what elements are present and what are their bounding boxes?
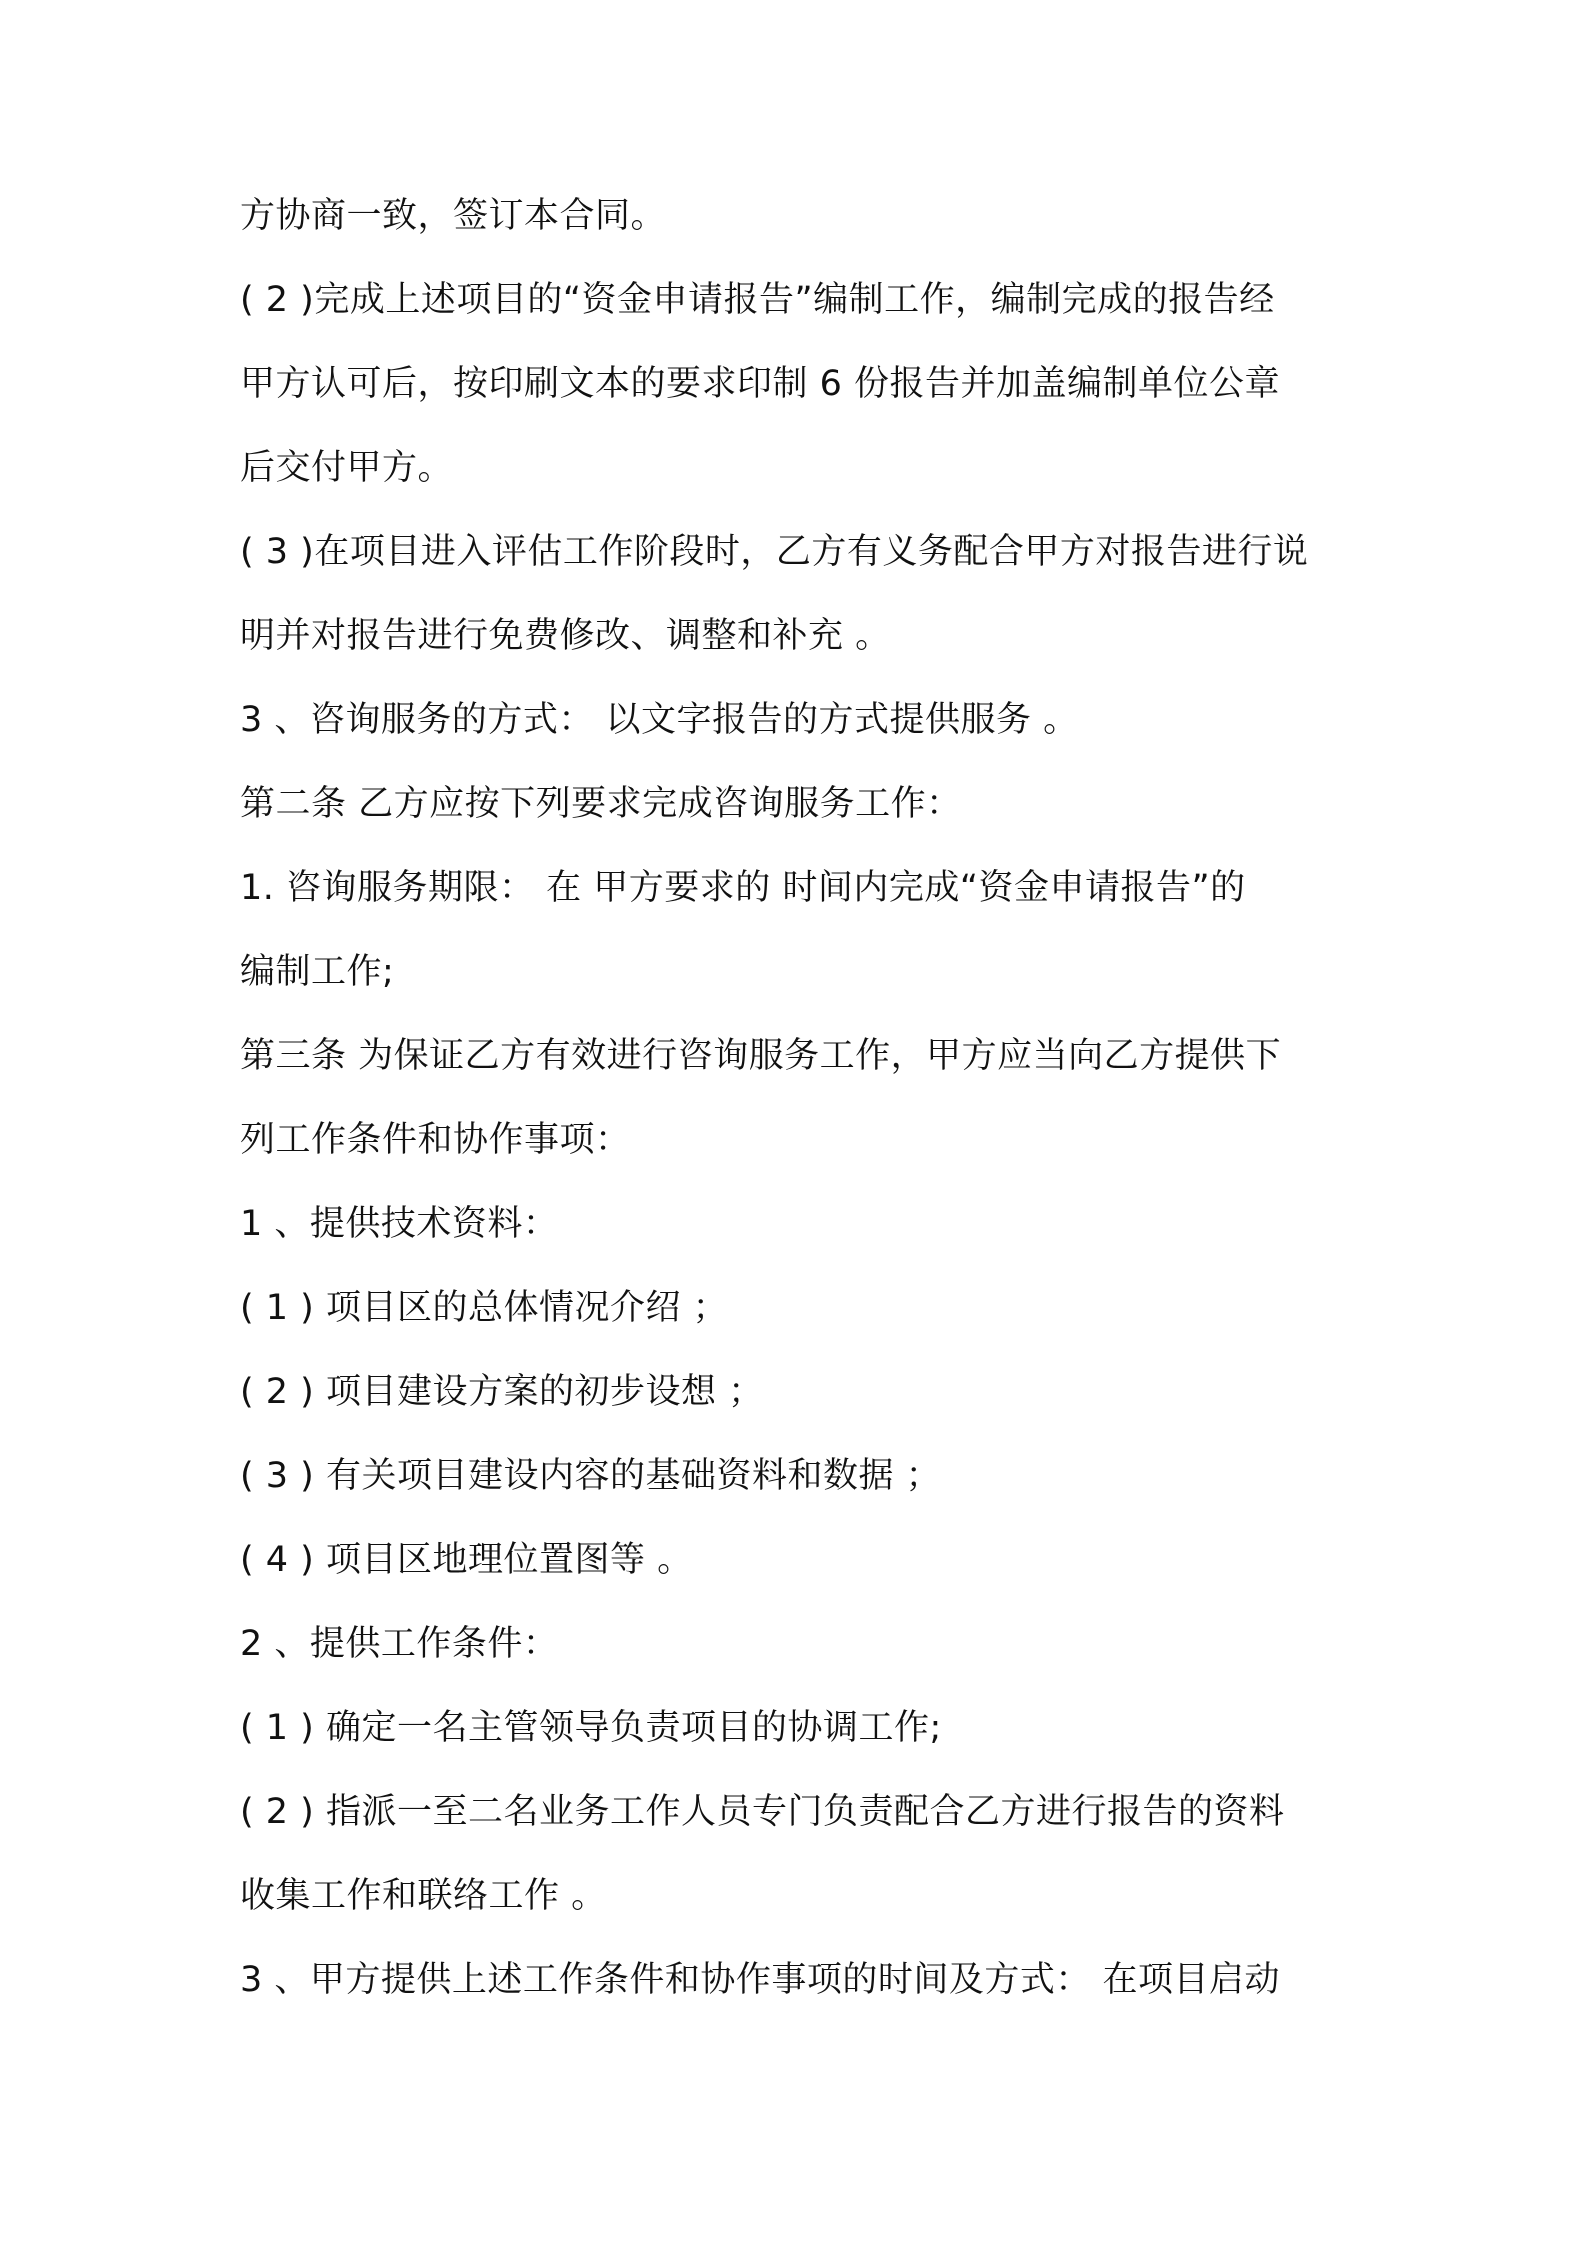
- text-line-5: ( 3 )在项目进入评估工作阶段时，乙方有义务配合甲方对报告进行说: [240, 532, 1309, 572]
- text-line-2: ( 2 )完成上述项目的“资金申请报告”编制工作，编制完成的报告经: [240, 280, 1275, 320]
- text-line-1: 方协商一致，签订本合同。: [240, 196, 667, 236]
- document-body: [240, 195, 1360, 2043]
- text-line-18: 2 、提供工作条件：: [240, 1624, 559, 1664]
- text-line-21: 收集工作和联络工作 。: [240, 1876, 607, 1916]
- text-line-6: 明并对报告进行免费修改、调整和补充 。: [240, 616, 891, 656]
- text-line-4: 后交付甲方。: [240, 448, 454, 488]
- list-item-5: ( 1 ) 确定一名主管领导负责项目的协调工作;: [240, 1708, 942, 1748]
- text-line-12: 列工作条件和协作事项：: [240, 1120, 631, 1160]
- article-3-heading: 第三条 为保证乙方有效进行咨询服务工作，甲方应当向乙方提供下: [240, 1036, 1282, 1076]
- list-item-4: ( 4 ) 项目区地理位置图等 。: [240, 1540, 693, 1580]
- text-line-3: 甲方认可后，按印刷文本的要求印制 6 份报告并加盖编制单位公章: [240, 364, 1281, 404]
- list-item-1: ( 1 ) 项目区的总体情况介绍 ；: [240, 1288, 729, 1328]
- text-line-10: 编制工作;: [240, 952, 395, 992]
- list-item-2: ( 2 ) 项目建设方案的初步设想 ；: [240, 1372, 764, 1412]
- text-line-13: 1 、提供技术资料：: [240, 1204, 559, 1244]
- list-item-3: ( 3 ) 有关项目建设内容的基础资料和数据 ；: [240, 1456, 942, 1496]
- text-line-9: 1. 咨询服务期限： 在 甲方要求的 时间内完成“资金申请报告”的: [240, 868, 1246, 908]
- text-line-22: 3 、甲方提供上述工作条件和协作事项的时间及方式： 在项目启动: [240, 1960, 1281, 2000]
- list-item-6: ( 2 ) 指派一至二名业务工作人员专门负责配合乙方进行报告的资料: [240, 1792, 1285, 1832]
- article-2-heading: 第二条 乙方应按下列要求完成咨询服务工作：: [240, 784, 962, 824]
- text-line-7: 3 、咨询服务的方式： 以文字报告的方式提供服务 。: [240, 700, 1079, 740]
